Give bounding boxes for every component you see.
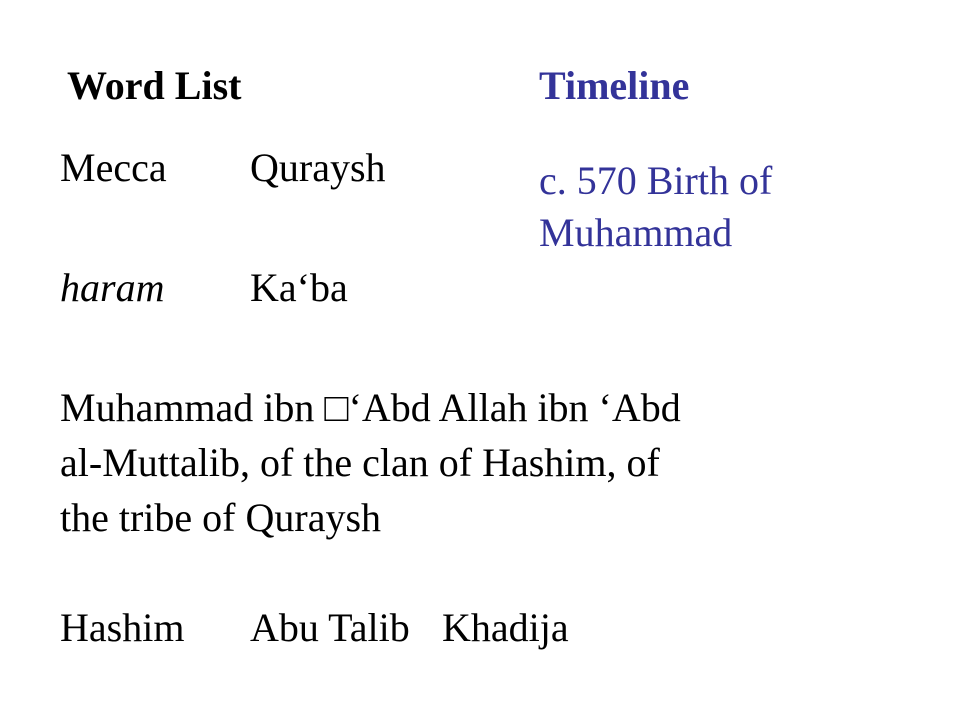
lineage-paragraph — [60, 380, 850, 545]
lineage-line: the tribe of Quraysh — [60, 495, 382, 540]
lineage-line: Muhammad ibn □‘Abd Allah ibn ‘Abd — [60, 385, 681, 430]
term-abu-talib: Abu Talib — [250, 605, 410, 650]
term-haram: haram — [60, 265, 165, 310]
term-hashim: Hashim — [60, 605, 185, 650]
timeline-event-line: c. 570 Birth of — [539, 158, 773, 203]
timeline-heading: Timeline — [539, 63, 690, 108]
word-list-heading: Word List — [67, 63, 242, 108]
lineage-line: al-Muttalib, of the clan of Hashim, of — [60, 440, 660, 485]
term-kaba: Ka‘ba — [250, 265, 348, 310]
term-quraysh: Quraysh — [250, 145, 386, 190]
term-mecca: Mecca — [60, 145, 167, 190]
timeline-event — [539, 155, 869, 259]
timeline-event-line: Muhammad — [539, 210, 733, 255]
term-khadija: Khadija — [442, 605, 569, 650]
